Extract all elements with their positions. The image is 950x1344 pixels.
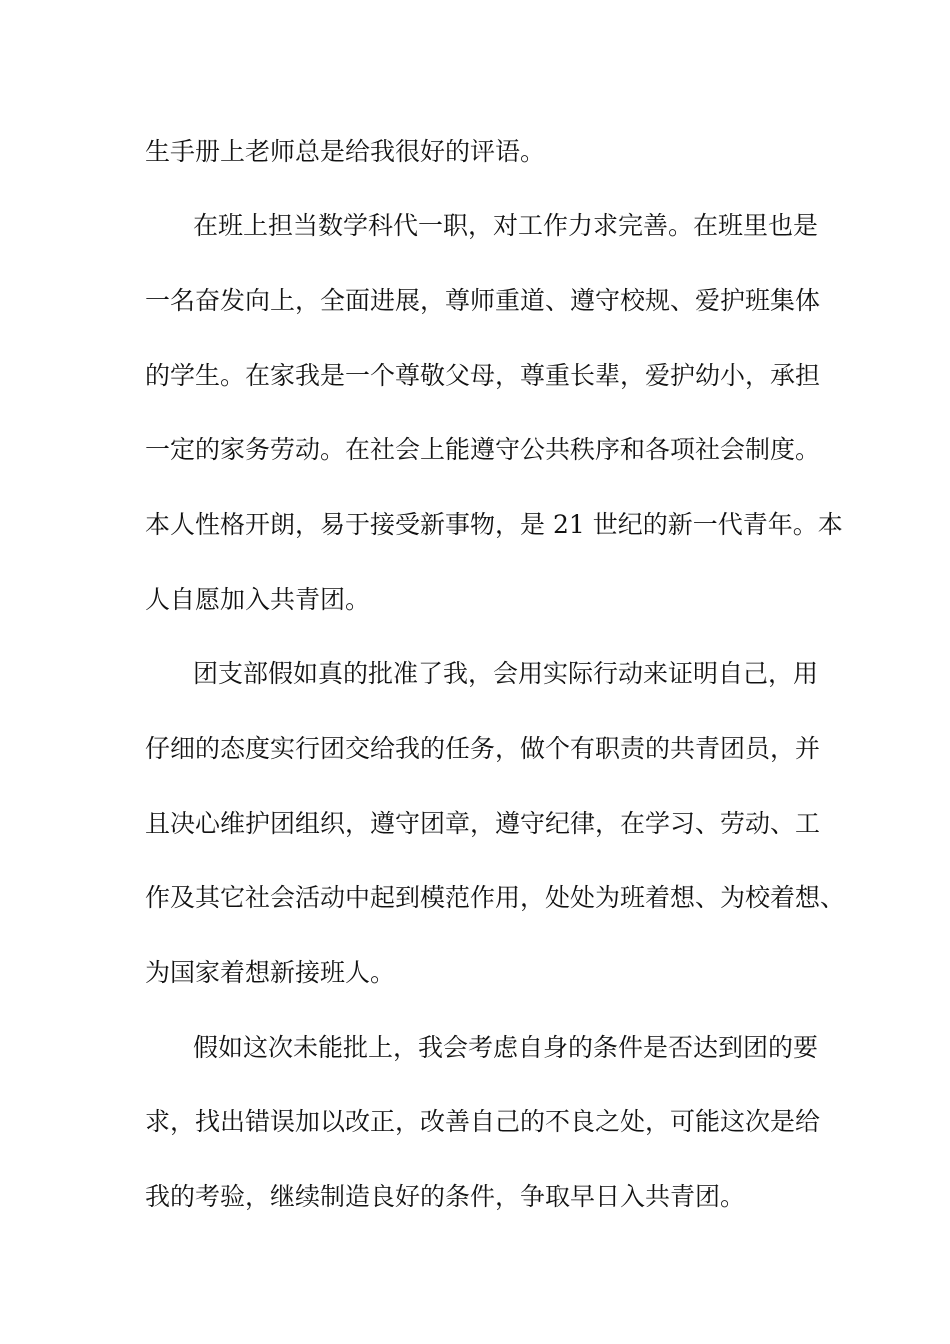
text-line: 人自愿加入共青团。 [145, 585, 371, 614]
text-line: 在班上担当数学科代一职，对工作力求完善。在班里也是 [193, 211, 819, 240]
text-line: 一定的家务劳动。在社会上能遵守公共秩序和各项社会制度。 [145, 435, 821, 464]
text-line: 生手册上老师总是给我很好的评语。 [145, 137, 546, 166]
text-line: 本人性格开朗，易于接受新事物，是 21 世纪的新一代青年。本 [145, 510, 843, 539]
text-line: 仔细的态度实行团交给我的任务，做个有职责的共青团员，并 [145, 734, 821, 763]
text-line: 且决心维护团组织，遵守团章，遵守纪律，在学习、劳动、工 [145, 809, 821, 838]
text-line: 团支部假如真的批准了我，会用实际行动来证明自己，用 [193, 659, 819, 688]
text-line: 作及其它社会活动中起到模范作用，处处为班着想、为校着想、 [145, 883, 846, 912]
text-line: 我的考验，继续制造良好的条件，争取早日入共青团。 [145, 1182, 746, 1211]
text-line: 为国家着想新接班人。 [145, 958, 396, 987]
text-line: 的学生。在家我是一个尊敬父母，尊重长辈，爱护幼小，承担 [145, 361, 821, 390]
text-line: 假如这次未能批上，我会考虑自身的条件是否达到团的要 [193, 1033, 819, 1062]
text-line: 一名奋发向上，全面进展，尊师重道、遵守校规、爱护班集体 [145, 286, 821, 315]
text-line: 求，找出错误加以改正，改善自己的不良之处，可能这次是给 [145, 1107, 821, 1136]
